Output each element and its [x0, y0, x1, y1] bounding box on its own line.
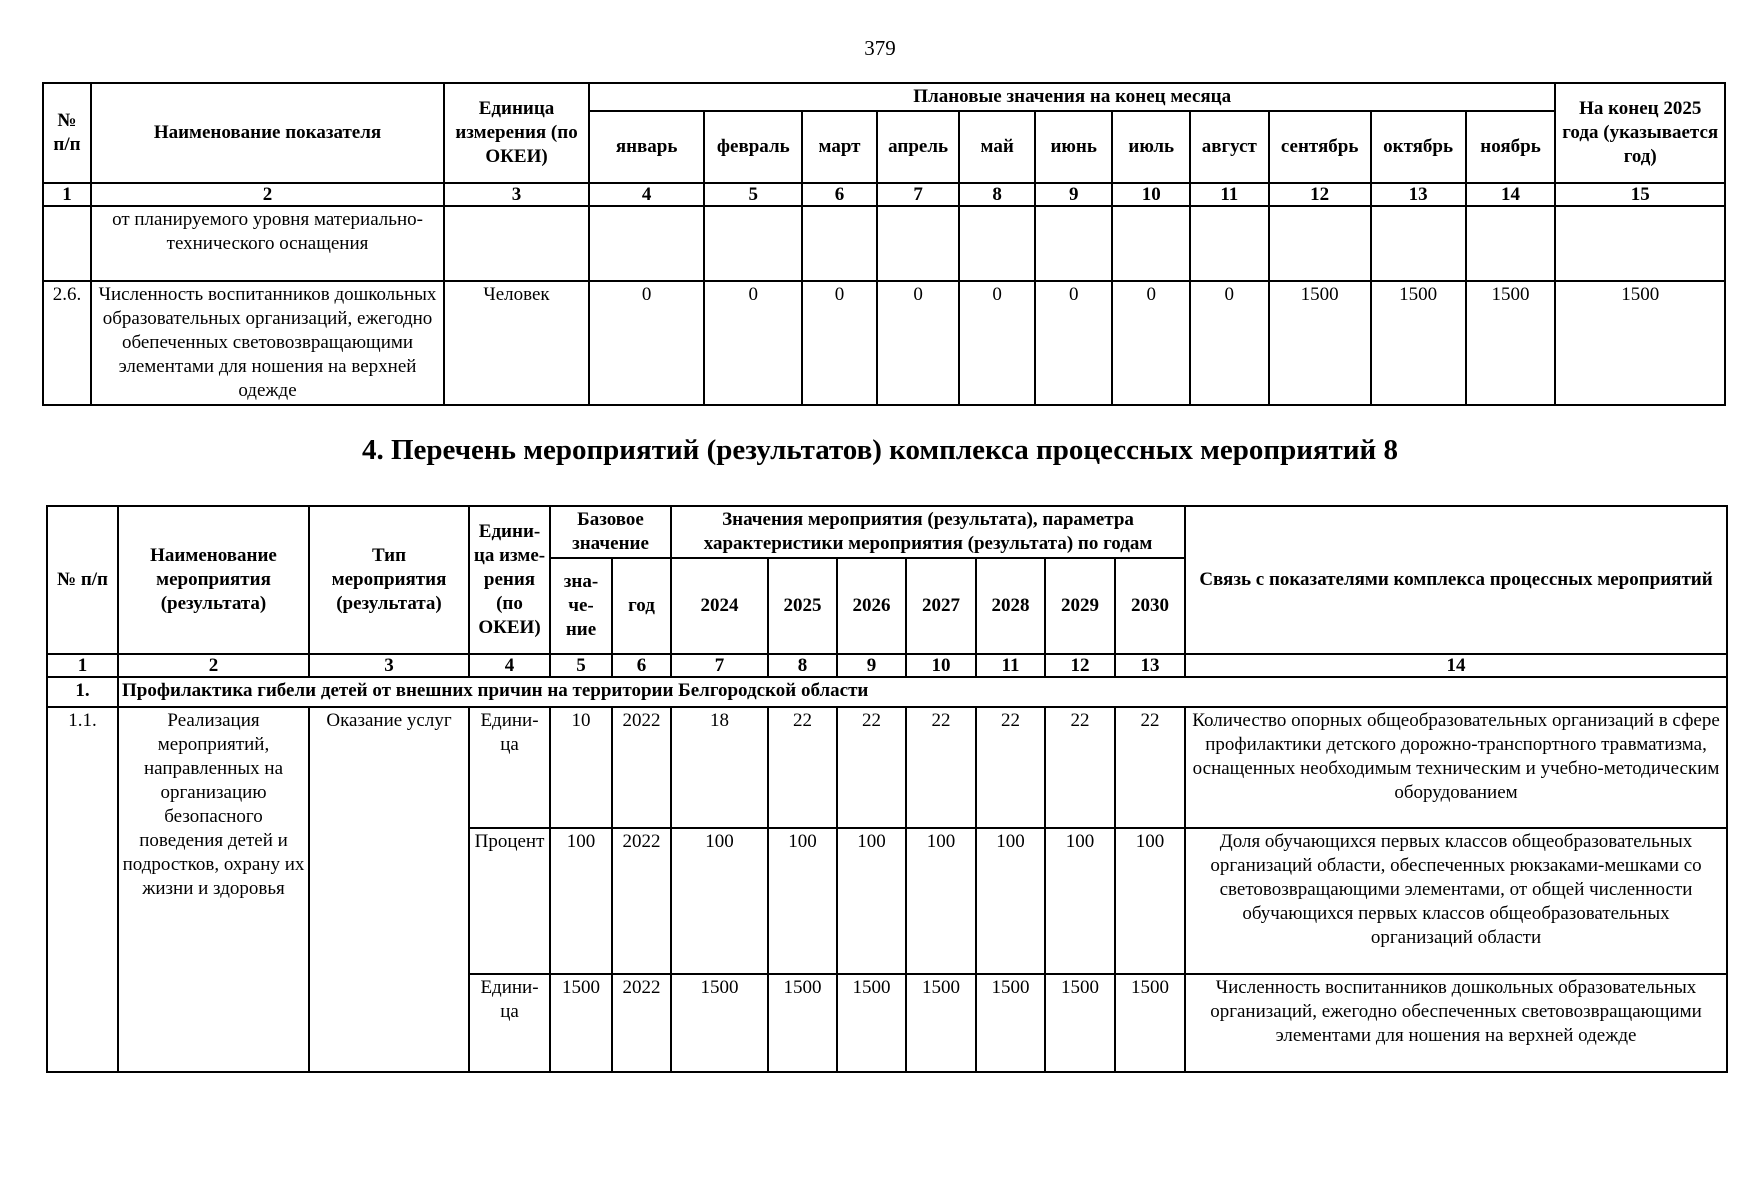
cell [444, 206, 589, 281]
col-number: 8 [959, 183, 1035, 206]
base-value: 100 [550, 828, 612, 974]
month-value: 0 [959, 281, 1035, 405]
col-number: 1 [43, 183, 91, 206]
col-number: 7 [671, 654, 768, 677]
header-month: март [802, 111, 877, 183]
base-value: 10 [550, 707, 612, 828]
base-year: 2022 [612, 828, 671, 974]
month-value: 1500 [1269, 281, 1371, 405]
table-row [47, 707, 1727, 828]
year-value: 1500 [1045, 974, 1115, 1072]
header-month: июнь [1035, 111, 1113, 183]
col-number: 5 [704, 183, 802, 206]
month-value: 0 [1190, 281, 1269, 405]
header-year: 2029 [1045, 558, 1115, 654]
year-end-value: 1500 [1555, 281, 1725, 405]
header-unit: Единица измерения (по ОКЕИ) [444, 83, 589, 183]
col-number: 14 [1185, 654, 1727, 677]
header-month: август [1190, 111, 1269, 183]
year-value: 1500 [768, 974, 837, 1072]
cell [1112, 206, 1190, 281]
header-year: 2026 [837, 558, 906, 654]
header-base-year: год [612, 558, 671, 654]
section-row [47, 677, 1727, 707]
header-month: январь [589, 111, 704, 183]
header-activity-name: Наименование мероприятия (результата) [118, 506, 309, 654]
header-activity-type: Тип мероприятия (результата) [309, 506, 469, 654]
header-month: сентябрь [1269, 111, 1371, 183]
header-indicator-name: Наименование показателя [91, 83, 444, 183]
col-number: 11 [1190, 183, 1269, 206]
year-value: 100 [671, 828, 768, 974]
header-month: февраль [704, 111, 802, 183]
year-value: 22 [1115, 707, 1185, 828]
table-row [43, 206, 1725, 281]
col-number: 3 [309, 654, 469, 677]
page-number: 379 [864, 36, 896, 60]
header-num: № п/п [47, 506, 118, 654]
row-unit: Человек [444, 281, 589, 405]
header-year: 2027 [906, 558, 976, 654]
month-value: 1500 [1371, 281, 1466, 405]
month-value: 1500 [1466, 281, 1556, 405]
linked-indicator: Количество опорных общеобразовательных организаций в сфере профилактики детского дорожно-транспортного травматизма, оснащенных необходимым техническим и учебно-методическим оборудованием [1185, 707, 1727, 828]
cell [43, 206, 91, 281]
section-title: 4. Перечень мероприятий (результатов) комплекса процессных мероприятий 8 [361, 434, 1399, 466]
col-number: 5 [550, 654, 612, 677]
row-unit: Процент [469, 828, 550, 974]
col-number: 4 [589, 183, 704, 206]
item-name: Реализация мероприятий, направленных на организацию безопасного поведения детей и подростков, охрану их жизни и здоровья [118, 707, 309, 1072]
col-number: 10 [906, 654, 976, 677]
activities-table [46, 505, 1728, 1073]
item-type: Оказание услуг [309, 707, 469, 1072]
cell [1269, 206, 1371, 281]
header-month: июль [1112, 111, 1190, 183]
col-number: 3 [444, 183, 589, 206]
header-planned-values: Плановые значения на конец месяца [589, 83, 1556, 111]
month-value: 0 [704, 281, 802, 405]
year-value: 100 [1115, 828, 1185, 974]
col-number: 14 [1466, 183, 1556, 206]
cell [1466, 206, 1556, 281]
col-number: 6 [612, 654, 671, 677]
year-value: 100 [906, 828, 976, 974]
cell [1190, 206, 1269, 281]
base-value: 1500 [550, 974, 612, 1072]
col-number: 13 [1371, 183, 1466, 206]
cell [1035, 206, 1113, 281]
cell [877, 206, 960, 281]
header-month: ноябрь [1466, 111, 1556, 183]
cell [704, 206, 802, 281]
section-num: 1. [47, 677, 118, 707]
row-unit: Едини-ца [469, 707, 550, 828]
year-value: 100 [1045, 828, 1115, 974]
year-value: 1500 [837, 974, 906, 1072]
month-value: 0 [802, 281, 877, 405]
year-value: 1500 [671, 974, 768, 1072]
row-unit: Едини-ца [469, 974, 550, 1072]
col-number: 4 [469, 654, 550, 677]
cell [802, 206, 877, 281]
year-value: 100 [768, 828, 837, 974]
header-year-end: На конец 2025 года (указывается год) [1555, 83, 1725, 183]
month-value: 0 [589, 281, 704, 405]
indicators-table [42, 82, 1726, 406]
month-value: 0 [1112, 281, 1190, 405]
year-value: 1500 [976, 974, 1045, 1072]
header-base: Базовое значение [550, 506, 671, 558]
row-num: 2.6. [43, 281, 91, 405]
col-number: 12 [1045, 654, 1115, 677]
item-num: 1.1. [47, 707, 118, 1072]
col-number: 8 [768, 654, 837, 677]
year-value: 100 [976, 828, 1045, 974]
year-value: 22 [768, 707, 837, 828]
header-month: октябрь [1371, 111, 1466, 183]
year-value: 22 [906, 707, 976, 828]
col-number: 2 [91, 183, 444, 206]
base-year: 2022 [612, 707, 671, 828]
cell [1371, 206, 1466, 281]
header-num: № п/п [43, 83, 91, 183]
header-values-by-year: Значения мероприятия (результата), параметра характеристики мероприятия (результата) по годам [671, 506, 1185, 558]
col-number: 1 [47, 654, 118, 677]
header-link: Связь с показателями комплекса процессных мероприятий [1185, 506, 1727, 654]
header-unit: Едини-ца изме-рения (по ОКЕИ) [469, 506, 550, 654]
header-base-value: зна-че-ние [550, 558, 612, 654]
table-row [43, 281, 1725, 405]
col-number: 9 [837, 654, 906, 677]
col-number: 15 [1555, 183, 1725, 206]
cell [1555, 206, 1725, 281]
col-number: 6 [802, 183, 877, 206]
header-year: 2025 [768, 558, 837, 654]
col-number: 12 [1269, 183, 1371, 206]
linked-indicator: Доля обучающихся первых классов общеобразовательных организаций области, обеспеченных рюкзаками-мешками со световозвращающими элементами, от общей численности обучающихся первых классов общеобразовательных организаций области [1185, 828, 1727, 974]
col-number: 7 [877, 183, 960, 206]
year-value: 1500 [1115, 974, 1185, 1072]
col-number: 11 [976, 654, 1045, 677]
month-value: 0 [1035, 281, 1113, 405]
year-value: 18 [671, 707, 768, 828]
col-number: 10 [1112, 183, 1190, 206]
year-value: 22 [1045, 707, 1115, 828]
header-year: 2028 [976, 558, 1045, 654]
cell [959, 206, 1035, 281]
year-value: 100 [837, 828, 906, 974]
row-indicator-name: Численность воспитанников дошкольных образовательных организаций, ежегодно обепеченных световозвращающими элементами для ношения на верхней одежде [91, 281, 444, 405]
base-year: 2022 [612, 974, 671, 1072]
header-year: 2030 [1115, 558, 1185, 654]
year-value: 22 [837, 707, 906, 828]
linked-indicator: Численность воспитанников дошкольных образовательных организаций, ежегодно обеспеченных световозвращающими элементами для ношения на верхней одежде [1185, 974, 1727, 1072]
header-year: 2024 [671, 558, 768, 654]
col-number: 13 [1115, 654, 1185, 677]
header-month: апрель [877, 111, 960, 183]
month-value: 0 [877, 281, 960, 405]
col-number: 2 [118, 654, 309, 677]
cell [589, 206, 704, 281]
col-number: 9 [1035, 183, 1113, 206]
header-month: май [959, 111, 1035, 183]
section-heading: Профилактика гибели детей от внешних причин на территории Белгородской области [118, 677, 1727, 707]
year-value: 22 [976, 707, 1045, 828]
continuation-text: от планируемого уровня материально-технического оснащения [91, 206, 444, 281]
year-value: 1500 [906, 974, 976, 1072]
